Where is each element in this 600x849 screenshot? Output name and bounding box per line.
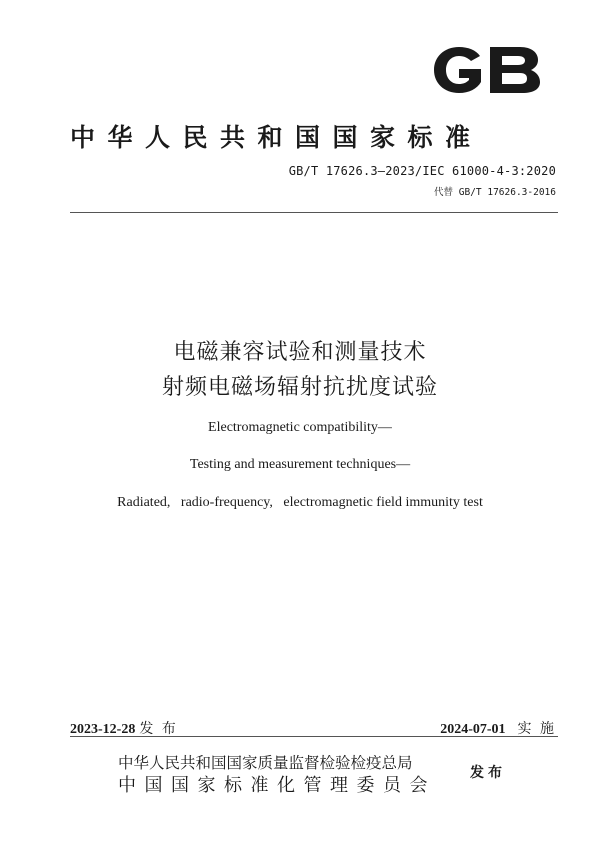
- title-en-line-1: Electromagnetic compatibility—: [208, 420, 392, 435]
- national-standard-heading: 中华人民共和国国家标准: [70, 123, 483, 152]
- issue-label: 发布: [470, 765, 506, 781]
- issue-date-block: [70, 718, 178, 738]
- title-en-line-2: Testing and measurement techniques—: [189, 457, 411, 472]
- implementation-date: 2024-07-01: [440, 722, 506, 737]
- issuer-line-1: 中华人民共和国国家质量监督检验检疫总局: [118, 754, 413, 772]
- gb-logo: [428, 42, 546, 98]
- issuer-line-2: 中国国家标准化管理委员会: [118, 775, 436, 796]
- issue-date: 2023-12-28: [70, 722, 136, 737]
- standard-number: GB/T 17626.3—2023/IEC 61000-4-3:2020: [288, 164, 556, 178]
- title-en-line-3: Radiated, radio-frequency, electromagnetic field immunity test: [117, 495, 483, 510]
- header-divider: [70, 212, 558, 213]
- title-cn-line-2: 射频电磁场辐射抗扰度试验: [161, 375, 438, 400]
- implementation-word: 实 施: [517, 721, 556, 737]
- footer-divider: [70, 736, 558, 737]
- replaces-note: 代替 GB/T 17626.3-2016: [434, 187, 556, 198]
- title-cn-line-1: 电磁兼容试验和测量技术: [173, 340, 427, 365]
- implementation-date-block: [440, 718, 556, 738]
- issue-word: 发 布: [139, 721, 178, 737]
